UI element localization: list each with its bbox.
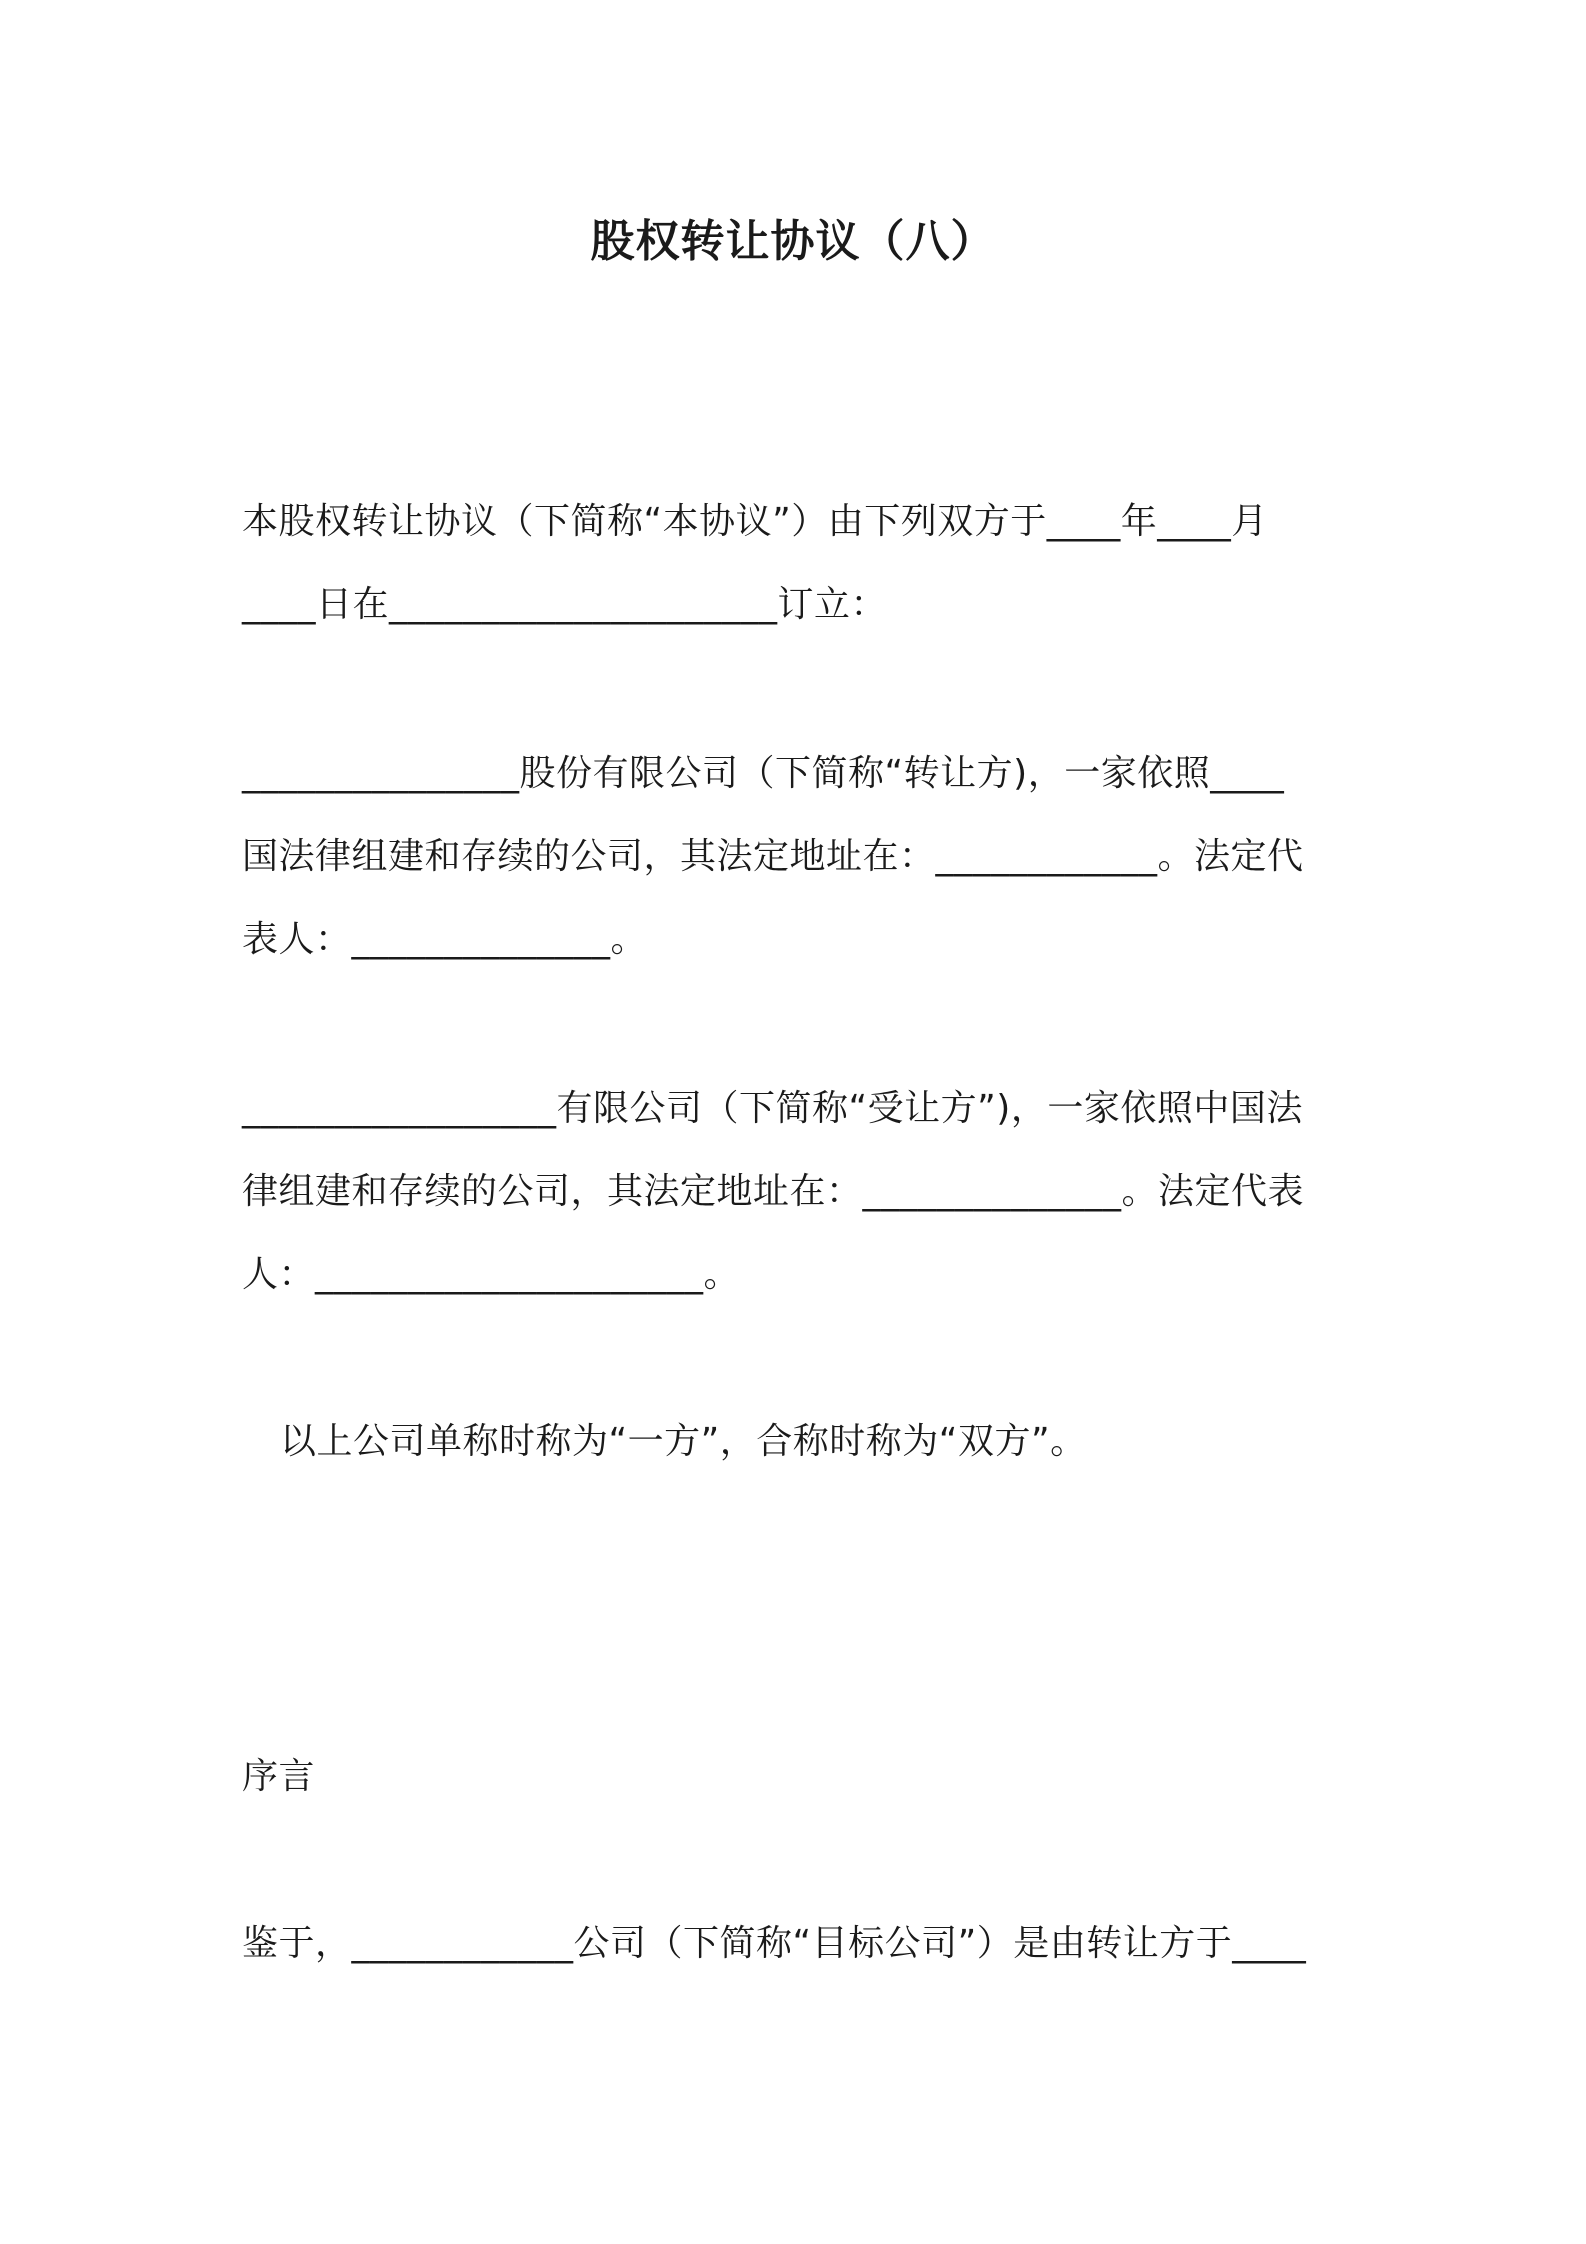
transferor-line-3: 表人：______________。 [242,919,648,960]
preamble-heading: 序言 [242,1756,316,1797]
document-title: 股权转让协议（八） [590,216,996,267]
transferor-line-2: 国法律组建和存续的公司，其法定地址在：____________。法定代 [242,836,1304,877]
intro-line-1: 本股权转让协议（下简称“本协议”）由下列双方于____年____月 [242,501,1268,542]
preamble-line-1: 鉴于，____________公司（下简称“目标公司”）是由转让方于____ [242,1923,1307,1964]
intro-line-2: ____日在_____________________订立： [242,584,888,625]
transferee-line-3: 人：_____________________。 [242,1254,741,1295]
transferee-line-2: 律组建和存续的公司，其法定地址在：______________。法定代表 [242,1171,1305,1212]
transferee-line-1: _________________有限公司（下简称“受让方”)，一家依照中国法 [242,1088,1303,1129]
definitions-paragraph: 以上公司单称时称为“一方”，合称时称为“双方”。 [280,1421,1087,1462]
transferor-line-1: _______________股份有限公司（下简称“转让方)，一家依照____ [242,753,1285,794]
